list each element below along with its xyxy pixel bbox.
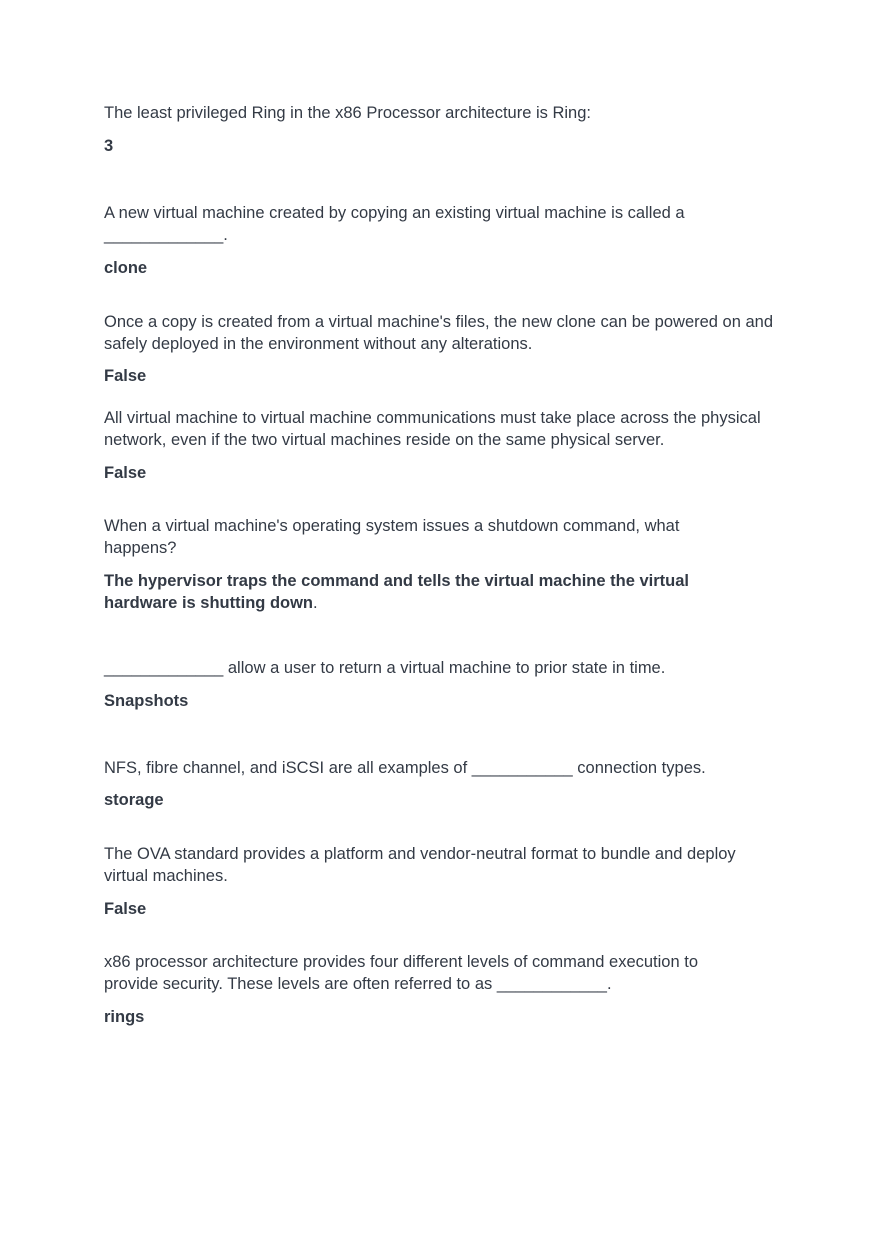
answer-text: False [104,464,147,482]
answer-suffix: . [313,594,318,612]
answer-text: clone [104,259,148,277]
answer-text: The hypervisor traps the command and tells the virtual machine the virtual hardware is shutting down [104,572,689,612]
question-text: NFS, fibre channel, and iSCSI are all examples of ___________ connection types. [104,759,706,777]
qa-item-9 [104,951,776,1028]
answer-text: 3 [104,137,114,155]
question-text: x86 processor architecture provides four different levels of command execution to provide security. These levels are often referred to as ____________. [104,953,698,993]
answer-text: storage [104,791,164,809]
qa-item-8 [104,843,776,920]
qa-item-7 [104,757,776,811]
question-text: Once a copy is created from a virtual machine's files, the new clone can be powered on and safely deployed in the environment without any alterations. [104,313,774,353]
qa-item-5 [104,515,776,614]
answer-text: False [104,367,147,385]
qa-item-2 [104,202,776,279]
question-text: _____________ allow a user to return a virtual machine to prior state in time. [104,659,666,677]
question-text: The least privileged Ring in the x86 Processor architecture is Ring: [104,104,591,122]
answer-text: Snapshots [104,692,189,710]
question-text: A new virtual machine created by copying an existing virtual machine is called a _____________. [104,204,685,244]
answer-text: False [104,900,147,918]
answer-text: rings [104,1008,145,1026]
question-text: The OVA standard provides a platform and vendor-neutral format to bundle and deploy virtual machines. [104,845,736,885]
qa-item-4 [104,407,776,484]
qa-item-3 [104,311,776,387]
question-text: All virtual machine to virtual machine communications must take place across the physical network, even if the two virtual machines reside on the same physical server. [104,409,761,449]
qa-item-6 [104,657,776,712]
answer-block [104,570,744,614]
question-text: When a virtual machine's operating system issues a shutdown command, what happens? [104,517,680,557]
qa-item-1 [104,102,776,157]
